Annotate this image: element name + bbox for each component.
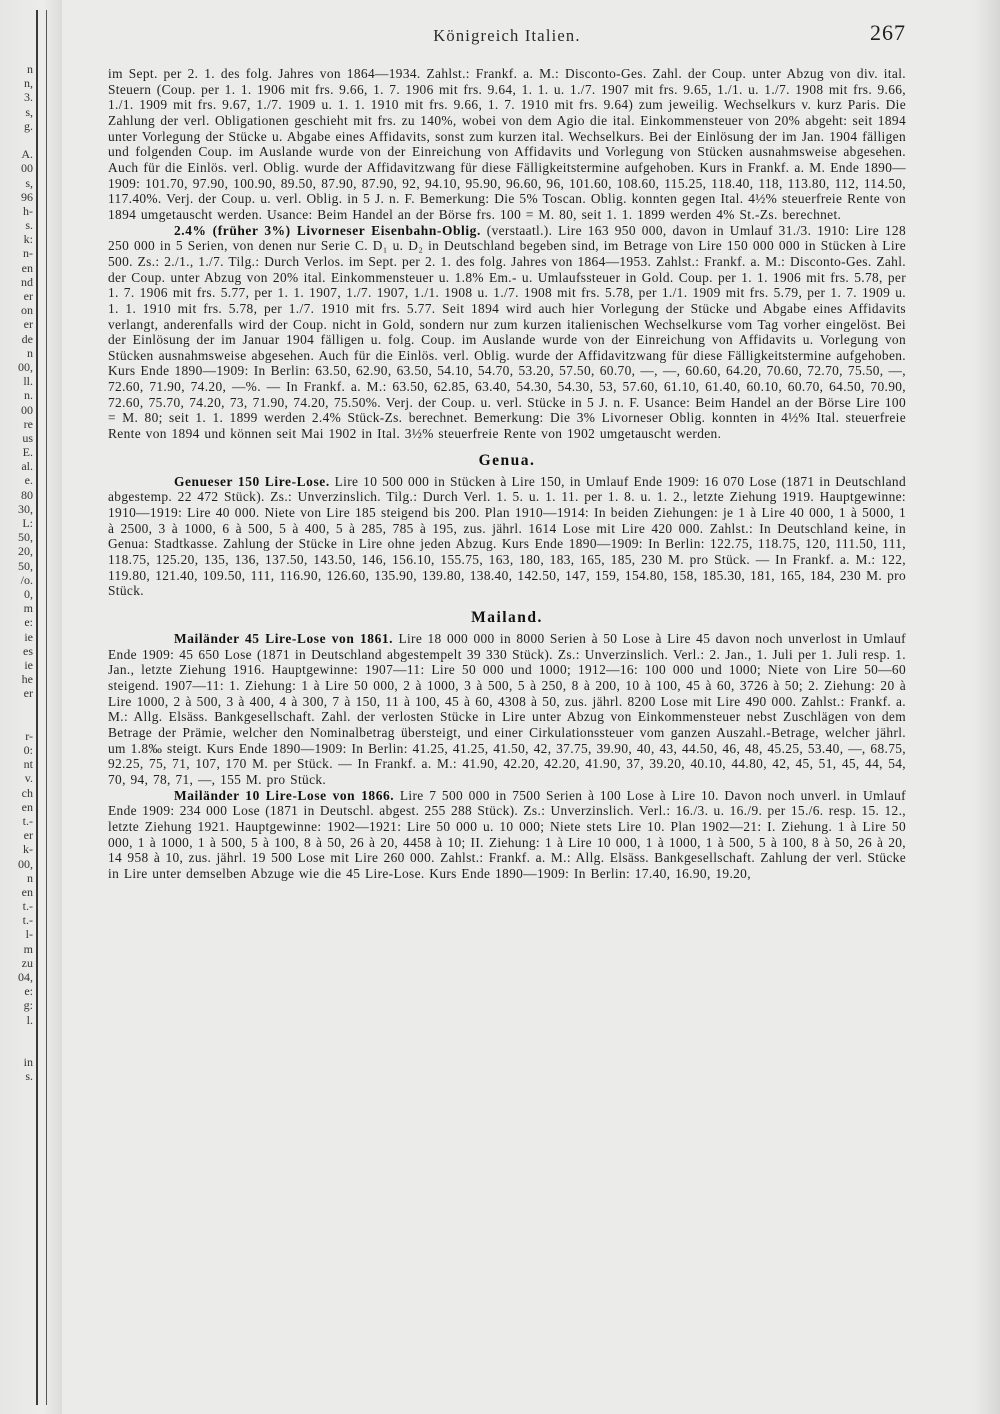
gutter-fragment: t.-: [22, 913, 33, 928]
gutter-fragment: l-: [25, 927, 33, 942]
gutter-fragment: n: [27, 62, 33, 76]
gutter-fragment: en: [21, 884, 33, 899]
gutter-fragment: 0:: [23, 743, 33, 757]
gutter-fragment: 50,: [18, 530, 33, 545]
gutter-fragment: t.-: [22, 813, 33, 828]
paragraph-mailaender-45: [108, 631, 906, 788]
gutter-fragment: n.: [24, 388, 33, 403]
entry-body-mailaender-45: Lire 18 000 000 in 8000 Serien à 50 Lose à Lire 45 davon noch unverlost in Umlauf Ende 1909: 45 650 Lose (1871 in Deutschland abgestempelt 39 330 Stück). Zs.: Unverzinslich. Verl.: 2. Jan., 1. Juli per 1. Juli resp. 1. Jan., letzte Ziehung 1916. Hauptgewinne: 1907—11: Lire 50 000 und 1000; 1912—16: 100 000 und 1000; Niete von Lire 50—60 steigend. 1907—11: 1. Ziehung: 1 à Lire 50 000, 2 à 1000, 3 à 500, 5 à 250, 8 à 200, 10 à 100, 45 à 60, 3726 à 50; 2. Ziehung: 20 à Lire 1000, 2 à 500, 3 à 400, 4 à 300, 7 à 150, 11 à 100, 45 à 60, 4308 à 50, zus. jährl. 8200 Lose mit Lire 490 000. Zahlst.: Frankf. a. M.: Allg. Elsäss. Bankgesellschaft. Zahl. der verlosten Stücke in Lire unter Abzug von Einkommensteuer nebst Zuschlägen von dem Betrage der Prämie, welcher den Nominalbetrag übersteigt, und einer Cirkulationssteuer vom ganzen Auszahl.-Betrage, welcher jährl. um 1.8‰ steigt. Kurs Ende 1890—1909: In Berlin: 41.25, 41.25, 41.50, 42, 37.75, 39.90, 40, 43, 44.50, 46, 48, 45.25, 53.40, —, 68.75, 92.25, 75, 71, 107, 170 M. per Stück. — In Frankf. a. M.: 41.90, 42.20, 42.20, 41.90, 37, 39.20, 40.10, 44.80, 42, 45, 51, 45, 44, 54, 70, 94, 78, 71, —, 155 M. pro Stück.: [108, 631, 906, 787]
gutter-fragment: v.: [24, 771, 33, 786]
gutter-fragment: er: [23, 289, 33, 303]
gutter-fragment: m: [23, 601, 33, 616]
gutter-fragment: A.: [21, 147, 33, 162]
gutter-fragment: 30,: [18, 501, 33, 516]
gutter-fragment: de: [21, 331, 33, 346]
gutter-rule-inner: [46, 10, 47, 1405]
gutter-fragment: [0, 715, 33, 729]
gutter-fragment: ie: [24, 657, 33, 672]
gutter-fragment: n,: [24, 76, 33, 91]
running-title: Königreich Italien.: [433, 26, 581, 45]
gutter-fragment: L:: [22, 516, 33, 530]
gutter-fragment: k:: [23, 232, 33, 247]
entry-heading-mailaender-45: Mailänder 45 Lire-Lose von 1861.: [174, 631, 394, 646]
gutter-fragment: us: [22, 430, 33, 445]
gutter-fragment: m: [23, 941, 33, 956]
section-heading-mailand: Mailand.: [471, 609, 543, 626]
entry-body-mailaender-10: Lire 7 500 000 in 7500 Serien à 100 Lose à Lire 10. Davon noch unverl. in Umlauf Ende 1909: 234 000 Lose (1871 in Deutschl. abgest. 255 288 Stück). Zs.: Unverzinslich. Verl.: 16./3. u. 16./9. per 15./6. resp. 15. 12., letzte Ziehung 1921. Hauptgewinne: 1902—1921: Lire 50 000 u. 10 000; Niete stets Lire 10. Plan 1902—21: I. Ziehung. 1 à Lire 50 000, 1 à 1000, 1 à 500, 5 à 100, 8 à 50, 26 à 20, 4458 à 10; II. Ziehung: 1 à Lire 10 000, 1 à 1000, 1 à 500, 5 à 100, 8 à 50, 26 à 20, 14 958 à 10, zus. jährl. 19 500 Lose mit Lire 260 000. Zahlst.: Frankf. a. M.: Allg. Elsäss. Bankgesellschaft. Zahlung der verl. Stücke in Lire unter demselben Abzuge wie die 45 Lire-Lose. Kurs Ende 1890—1909: In Berlin: 17.40, 16.90, 19.20,: [108, 787, 906, 881]
paragraph-livorneser: [108, 223, 906, 442]
gutter-fragment: [0, 1041, 33, 1055]
gutter-fragment: n-: [23, 246, 33, 261]
gutter-fragment: [0, 700, 33, 714]
gutter-fragment: zu: [21, 955, 33, 970]
gutter-fragment: s.: [25, 218, 33, 233]
gutter-fragment: 50,: [18, 558, 33, 573]
paragraph-mailaender-10: [108, 788, 906, 882]
gutter-fragment: l.: [26, 1012, 33, 1027]
gutter-fragment: /o.: [20, 572, 33, 587]
gutter-fragment: 00,: [18, 856, 33, 871]
gutter-fragment: k-: [23, 842, 33, 857]
gutter-fragment: ie: [24, 629, 33, 644]
gutter-fragment: en: [21, 799, 33, 814]
gutter-fragment: 00,: [18, 359, 33, 374]
gutter-fragment: en: [21, 260, 33, 275]
gutter-fragment: E.: [22, 445, 33, 460]
gutter-fragment: al.: [21, 459, 33, 474]
entry-body-genueser: Lire 10 500 000 in Stücken à Lire 150, in Umlauf Ende 1909: 16 070 Lose (1871 in Deutschland abgestemp. 22 472 Stück). Zs.: Unverzinslich. Tilg.: Durch Verl. 1. 5. u. 1. 11. per 1. 8. u. 1. 2., letzte Ziehung 1919. Hauptgewinne: 1910—1919: Lire 40 000. Niete von Lire 185 steigend bis 200. Plan 1910—1914: In beiden Ziehungen: je 1 à Lire 40 000, 1 à 5000, 1 à 2500, 3 à 1000, 6 à 500, 5 à 400, 5 à 285, 785 à 195, zus. jährl. 1614 Lose mit Lire 420 000. Zahlst.: In Deutschland keine, in Genua: Stadtkasse. Zahlung der Stücke in Lire ohne jeden Abzug. Kurs Ende 1890—1909: In Berlin: 122.75, 118.75, 120, 111.50, 111, 118.75, 125.20, 135, 136, 137.50, 143.50, 146, 156.10, 155.75, 163, 180, 183, 165, 185, 230 M. pro Stück. — In Frankf. a. M.: 122, 119.80, 121.40, 109.50, 111, 116.90, 126.60, 135.90, 139.80, 138.40, 142.50, 147, 159, 154.80, 158, 185.30, 181, 165, 184, 230 M. pro Stück.: [108, 473, 906, 599]
entry-body-livorneser: (verstaatl.). Lire 163 950 000, davon in Umlauf 31./3. 1910: Lire 128 250 000 in 5 Serien, von denen nur Serie C. D₁ u. D₂ in Deutschland begeben sind, im Betrage von Lire 150 000 000 in Stücken à Lire 500. Zs.: 2./1., 1./7. Tilg.: Durch Verlos. im Sept. per 2. 1. des folg. Jahres von 1864—1953. Zahlst.: Frankf. a. M.: Disconto-Ges. Zahl. der Coup. unter Abzug von 20% ital. Einkommensteuer u. 1.8% Em.- u. Umlaufssteuer in Gold. Coup. per 1. 1. 1906 mit frs. 5.78, per 1. 7. 1906 mit frs. 5.77, per 1. 1. 1907, 1./7. 1907, 1./1. 1908 u. 1./7. 1908 mit frs. 5.78, per 1./1. 1909 mit frs. 5.79, per 1. 7. 1909 u. 1. 1. 1910 mit frs. 5.78, per 1./7. 1910 mit frs. 5.77. Seit 1894 wird auch hier Vorlegung der Stücke und Abgabe eines Affidavits verlangt, anderenfalls wird der Coup. nicht in Gold, sondern nur zum kurzen italienischen Wechselkurse vom Tag vorher eingelöst. Bei der Einlösung der im Januar 1904 fälligen u. folg. Coup. im Auslande wurde von der Einreichung von Affidavits u. Vorlegung von Stücken ausnahmsweise abgesehen. Auch für die Einlös. verl. Oblig. wurde der Affidavitzwang für diese Fälligkeitstermine aufgehoben. Kurs Ende 1890—1909: In Berlin: 63.50, 62.90, 63.50, 54.10, 54.70, 53.20, 57.50, 60.70, —, —, 60.60, 64.20, 70.60, 72.70, 75.50, —, 72.60, 71.90, 74.20, —%. — In Frankf. a. M.: 63.50, 62.85, 63.40, 54.30, 54.30, 53, 57.60, 61.10, 61.40, 60.10, 60.70, 64.50, 70.90, 72.60, 75.70, 74.20, 73, 71.90, 74.20, 75.50%. Verj. der Coup. u. verl. Stücke in 5 J. n. F. Usance: Beim Handel an der Börse Lire 100 = M. 80; seit 1. 1. 1899 werden 2.4% Stück-Zs. berechnet. Bemerkung: Die 3% Livorneser Oblig. konnten in 4½% Ital. steuerfreie Rente von 1894 und können seit Mai 1902 in Ital. 3½% steuerfreie Rente von 1902 umgetauscht werden.: [108, 222, 906, 442]
page-header: [108, 20, 906, 50]
gutter-fragment: 00: [21, 161, 33, 176]
entry-heading-genueser: Genueser 150 Lire-Lose.: [174, 473, 330, 489]
page-body: [108, 66, 906, 882]
gutter-fragment: 04,: [18, 970, 33, 984]
facing-page-fragments: [0, 62, 33, 1084]
page-number: 267: [870, 20, 906, 45]
gutter-fragment: 3.: [24, 90, 33, 105]
gutter-fragment: e.: [24, 473, 33, 488]
gutter-fragment: nd: [21, 274, 33, 289]
entry-heading-mailaender-10: Mailänder 10 Lire-Lose von 1866.: [174, 787, 395, 803]
paragraph-genueser-lose: [108, 474, 906, 599]
paragraph-toscan-oblig-continued: im Sept. per 2. 1. des folg. Jahres von 1864—1934. Zahlst.: Frankf. a. M.: Disconto-Ges. Zahl. der Coup. unter Abzug von div. ital. Steuern (Coup. per 1. 1. 1906 mit frs. 9.66, 1. 7. 1906 mit frs. 9.64, 1. 1. u. 1./7. 1907 mit frs. 9.65, 1./1. u. 1./7. 1908 mit frs. 9.66, 1./1. 1909 mit frs. 9.67, 1./7. 1909 u. 1. 1. 1910 mit frs. 9.66, 1. 7. 1910 mit frs. 9.64) zum jeweilig. Wechselkurs v. kurz Paris. Die Zahlung der verl. Obligationen geschieht mit frs. zu 140%, wobei von dem Agio die ital. Einkommensteuer von 20% abgeht: seit 1894 unter Vorlegung der Stücke u. Abgabe eines Affidavits, sonst zum kurzen ital. Wechselkurs. Bei der Einlösung der im Jan. 1904 fälligen und folgenden Coup. im Auslande wurde von der Einreichung von Affidavits und Vorlegung von Stücken ausnahmsweise abgesehen. Auch für die Einlös. verl. Oblig. wurde der Affidavitzwang für diese Fälligkeitstermine aufgehoben. Kurs in Frankf. a. M. Ende 1890—1909: 101.70, 97.90, 100.90, 89.50, 87.90, 87.90, 92, 94.10, 95.90, 96.60, 96, 101.60, 108.60, 115.25, 118.40, 118, 113.80, 112, 114.50, 117.40%. Verj. der Coup. u. verl. Oblig. in 5 J. n. F. Bemerkung: Die 5% Toscan. Oblig. konnten gegen Ital. 4½% steuerfreie Rente von 1894 umgetauscht werden. Usance: Beim Handel an der Börse frs. 100 = M. 80, seit 1. 1. 1899 werden 4% St.-Zs. berechnet.: [108, 66, 906, 222]
gutter-fragment: es: [23, 643, 33, 658]
gutter-fragment: er: [23, 686, 33, 701]
page-edge-shadow: [974, 0, 1000, 1414]
gutter-fragment: 0,: [24, 586, 33, 601]
gutter-fragment: ll.: [23, 374, 33, 389]
gutter-fragment: e:: [24, 615, 33, 630]
gutter-rule: [36, 10, 38, 1405]
gutter-fragment: r-: [25, 728, 33, 743]
gutter-fragment: n: [27, 870, 33, 885]
gutter-fragment: n: [27, 345, 33, 360]
gutter-fragment: s,: [25, 175, 33, 190]
gutter-fragment: s.: [25, 1069, 33, 1084]
gutter-fragment: [0, 133, 33, 147]
gutter-fragment: er: [23, 828, 33, 843]
gutter-fragment: re: [23, 416, 33, 431]
gutter-fragment: er: [23, 317, 33, 332]
gutter-fragment: ch: [21, 785, 33, 800]
gutter-fragment: t.-: [22, 899, 33, 914]
gutter-fragment: e:: [24, 984, 33, 999]
gutter-fragment: he: [21, 672, 33, 687]
section-heading-genua: Genua.: [478, 451, 536, 469]
gutter-fragment: 20,: [18, 544, 33, 559]
gutter-fragment: 00: [21, 402, 33, 417]
entry-heading-livorneser: 2.4% (früher 3%) Livorneser Eisenbahn-Oblig.: [174, 222, 481, 238]
gutter-fragment: h-: [23, 203, 33, 218]
gutter-fragment: in: [23, 1055, 33, 1070]
gutter-fragment: nt: [23, 757, 33, 772]
gutter-fragment: g:: [23, 998, 33, 1013]
gutter-fragment: g.: [24, 118, 33, 133]
gutter-fragment: on: [21, 303, 33, 318]
facing-page-gutter: [0, 0, 62, 1414]
gutter-fragment: 96: [21, 189, 33, 204]
gutter-fragment: s,: [25, 104, 33, 119]
gutter-fragment: [0, 1027, 33, 1041]
gutter-fragment: 80: [21, 487, 33, 502]
